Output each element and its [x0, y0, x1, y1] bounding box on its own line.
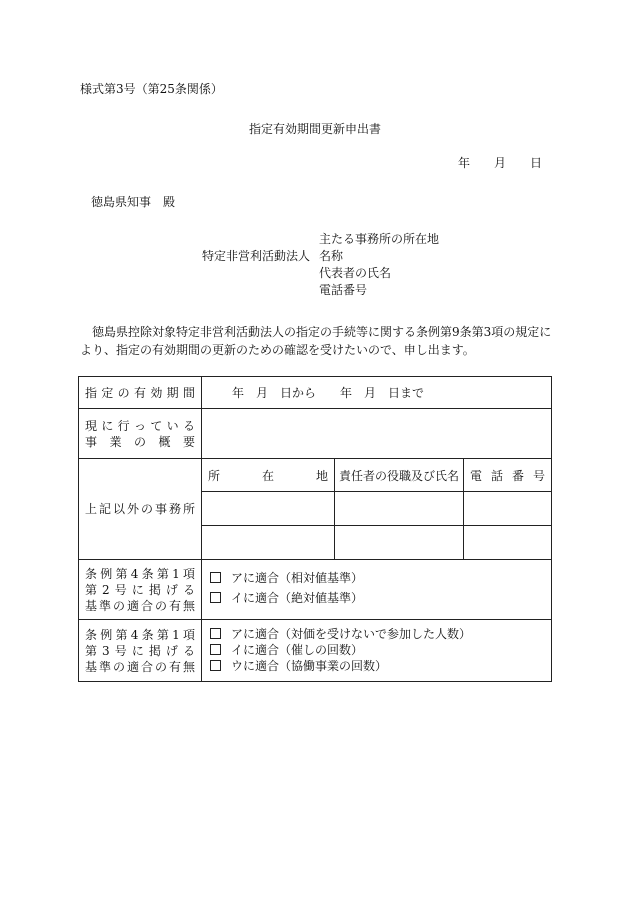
crit3-option-a-label: アに適合（対価を受けないで参加した人数）: [231, 627, 472, 641]
row-office-header: [79, 459, 552, 492]
crit3-label-line1: 条例第4条第1項: [85, 627, 195, 642]
crit3-option-a[interactable]: [202, 626, 551, 642]
business-label-line2: 事業の概要: [85, 434, 195, 449]
applicant-fields: [319, 232, 439, 300]
crit3-label-line2: 第3号に掲げる: [85, 643, 195, 658]
crit3-label: [79, 620, 202, 682]
crit3-option-b[interactable]: [202, 642, 551, 658]
checkbox-icon[interactable]: [210, 644, 221, 655]
crit2-option-a-label: アに適合（相対値基準）: [231, 571, 364, 585]
addressee: 徳島県知事 殿: [91, 195, 176, 209]
field-name: 名称: [319, 249, 344, 263]
date-month: 月: [494, 156, 507, 170]
crit2-label-line1: 条例第4条第1項: [85, 566, 195, 581]
office-header-phone: 電話番号: [464, 459, 552, 492]
office-2-address[interactable]: [202, 526, 335, 560]
field-phone: 電話番号: [319, 283, 368, 297]
office-1-phone[interactable]: [464, 492, 552, 526]
crit3-option-b-label: イに適合（催しの回数）: [231, 643, 364, 657]
row-criterion-3: [79, 620, 552, 682]
crit3-option-c[interactable]: [202, 658, 551, 674]
office-2-manager[interactable]: [335, 526, 464, 560]
row-criterion-2: [79, 560, 552, 620]
period-value[interactable]: 年 月 日から 年 月 日まで: [202, 377, 552, 409]
crit2-option-b-label: イに適合（絶対値基準）: [231, 591, 364, 605]
office-1-manager[interactable]: [335, 492, 464, 526]
date-day: 日: [530, 156, 543, 170]
document-title: 指定有効期間更新申出書: [248, 122, 381, 136]
checkbox-icon[interactable]: [210, 628, 221, 639]
crit2-options: [202, 560, 552, 620]
business-label-line1: 現に行っている: [85, 418, 195, 433]
date-year: 年: [458, 156, 471, 170]
field-office-address: 主たる事務所の所在地: [319, 232, 440, 246]
form-number: 様式第3号（第25条関係）: [80, 82, 223, 96]
office-2-phone[interactable]: [464, 526, 552, 560]
office-header-manager: 責任者の役職及び氏名: [335, 459, 464, 492]
crit3-options: [202, 620, 552, 682]
field-representative: 代表者の氏名: [319, 266, 392, 280]
row-business: [79, 409, 552, 459]
checkbox-icon[interactable]: [210, 592, 221, 603]
crit2-label-line2: 第2号に掲げる: [85, 582, 195, 597]
row-period: [79, 377, 552, 409]
crit3-option-c-label: ウに適合（協働事業の回数）: [231, 659, 388, 673]
office-header-address: 所在地: [202, 459, 335, 492]
business-value[interactable]: [202, 409, 552, 459]
business-label: [79, 409, 202, 459]
checkbox-icon[interactable]: [210, 660, 221, 671]
crit2-option-a[interactable]: [202, 568, 551, 588]
body-text: 徳島県控除対象特定非営利活動法人の指定の手続等に関する条例第9条第3項の規定により、指定の有効期間の更新のための確認を受けたいので、申し出ます。: [80, 325, 552, 357]
checkbox-icon[interactable]: [210, 572, 221, 583]
office-1-address[interactable]: [202, 492, 335, 526]
org-type-label: 特定非営利活動法人: [202, 249, 311, 263]
crit2-label: [79, 560, 202, 620]
date-line: [458, 156, 542, 170]
crit2-label-line3: 基準の適合の有無: [85, 598, 195, 613]
application-table: [78, 376, 552, 682]
crit3-label-line3: 基準の適合の有無: [85, 659, 195, 674]
crit2-option-b[interactable]: [202, 588, 551, 608]
office-label: 上記以外の事務所: [79, 459, 202, 560]
period-label: 指定の有効期間: [79, 377, 202, 409]
